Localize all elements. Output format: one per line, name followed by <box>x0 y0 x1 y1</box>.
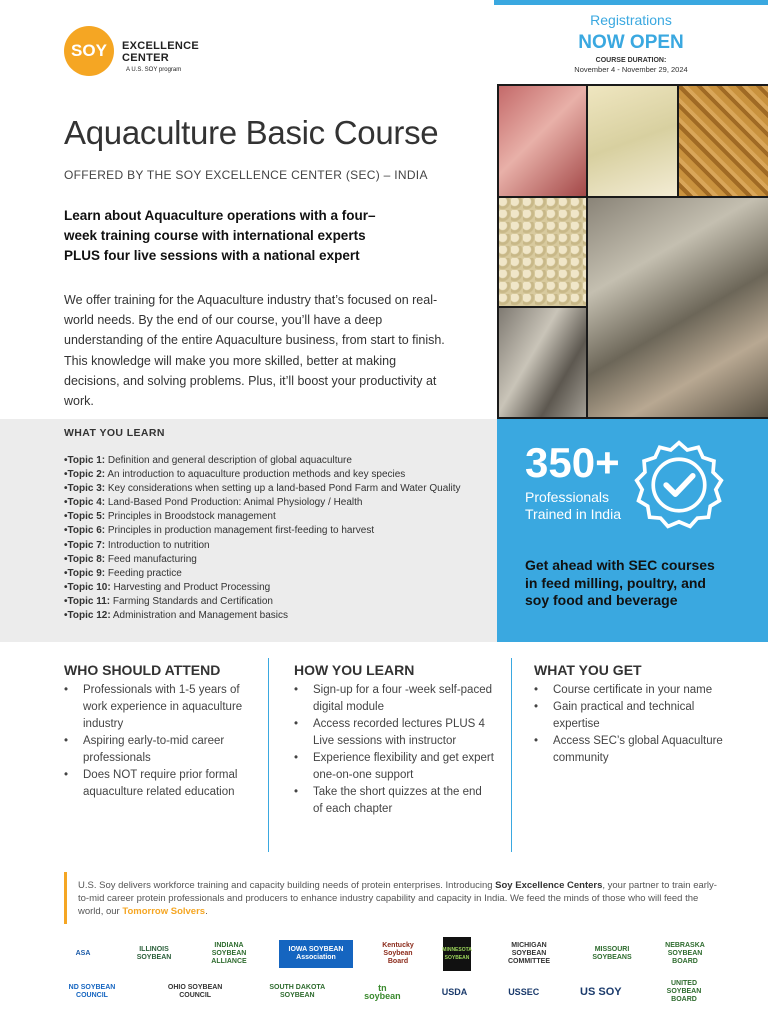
registration-title: Registrations <box>590 12 672 28</box>
united-soybean-board-logo: UNITED SOYBEAN BOARD <box>666 980 702 1003</box>
course-lead: Learn about Aquaculture operations with a four–week training course with international experts PLUS four live sessions with a national expert <box>64 208 376 263</box>
topic-item: •Topic 7: Introduction to nutrition <box>64 539 210 551</box>
list-item: • Experience flexibility and get expert one-on-one support <box>294 750 494 784</box>
topic-list <box>64 454 484 623</box>
michigan-soybean-committee-logo: MICHIGAN SOYBEAN COMMITTEE <box>508 942 550 965</box>
who-should-attend-section <box>64 662 254 801</box>
topic-item: •Topic 2: An introduction to aquaculture production methods and key species <box>64 469 406 481</box>
topic-item: •Topic 12: Administration and Management basics <box>64 610 288 622</box>
list-item: • Professionals with 1-5 years of work experience in aquaculture industry <box>64 682 254 733</box>
verified-badge-icon <box>633 439 725 531</box>
iowa-soybean-association-logo: IOWA SOYBEAN Association <box>279 940 353 968</box>
us-soy-logo: US SOY <box>580 986 622 998</box>
what-you-get-section <box>534 662 734 767</box>
course-description: We offer training for the Aquaculture industry that’s focused on real-world needs. By the end of our course, you’ll have a deep understanding of the entire Aquaculture business, from start to finish. This knowledge will make you more skilled, better at making decisions, and solving problems. Plus, it’ll boost your productivity at work. <box>64 293 445 409</box>
logo-circle: SOY <box>64 26 114 76</box>
footer-statement: U.S. Soy delivers workforce training and capacity building needs of protein enterprises. Introducing Soy Excellence Centers, your partner to train early-to-mid career protein professionals and producers to enhance industry capability and capacity in India. We feed the minds of those who will feed the world, our Tomorrow Solvers. <box>78 880 717 917</box>
stats-panel <box>497 419 768 642</box>
topic-item: •Topic 11: Farming Standards and Certification <box>64 595 273 607</box>
topic-item: •Topic 4: Land-Based Pond Production: Animal Physiology / Health <box>64 497 363 509</box>
tn-soybean-logo: tn soybean <box>364 983 401 1001</box>
column-divider <box>511 658 512 852</box>
partner-logos-row-1 <box>60 937 710 971</box>
list-item: • Sign-up for a four -week self-paced digital module <box>294 682 494 716</box>
nebraska-soybean-board-logo: NEBRASKA SOYBEAN BOARD <box>665 942 705 965</box>
soy-excellence-centers-name: Soy Excellence Centers <box>495 880 603 891</box>
ohio-soybean-council-logo: OHIO SOYBEAN COUNCIL <box>167 984 223 999</box>
course-dates: November 4 - November 29, 2024 <box>574 65 688 74</box>
missouri-soybeans-logo: MISSOURI SOYBEANS <box>592 946 632 961</box>
logo-line-1: EXCELLENCE <box>122 40 199 52</box>
what-you-get-heading: WHAT YOU GET <box>534 662 642 678</box>
list-item: • Access recorded lectures PLUS 4 Live sessions with instructor <box>294 716 494 750</box>
list-item: • Does NOT require prior formal aquaculture related education <box>64 767 254 801</box>
indiana-soybean-alliance-logo: INDIANA SOYBEAN ALLIANCE <box>211 942 247 965</box>
round-feed-pellets-photo <box>499 198 586 306</box>
topic-item: •Topic 8: Feed manufacturing <box>64 553 197 565</box>
how-you-learn-heading: HOW YOU LEARN <box>294 662 415 678</box>
usda-logo: USDA <box>441 987 468 997</box>
kentucky-soybean-board-logo: Kentucky Soybean Board <box>382 942 414 965</box>
course-subtitle: OFFERED BY THE SOY EXCELLENCE CENTER (SEC) – INDIA <box>64 168 428 182</box>
topic-item: •Topic 5: Principles in Broodstock management <box>64 511 276 523</box>
feed-pellets-photo <box>679 86 768 196</box>
course-duration-label: COURSE DURATION: <box>595 57 667 64</box>
registration-accent-bar <box>494 0 768 5</box>
illinois-soybean-logo: ILLINOIS SOYBEAN <box>136 946 172 961</box>
topic-item: •Topic 6: Principles in production management first-feeding to harvest <box>64 525 375 537</box>
minnesota-soybean-logo: MINNESOTA SOYBEAN <box>443 937 471 971</box>
aquaculture-photo-collage <box>497 84 768 419</box>
topic-item: •Topic 10: Harvesting and Product Processing <box>64 581 271 593</box>
shrimp-photo <box>499 308 586 417</box>
footer-accent-bar <box>64 872 67 924</box>
list-item: • Gain practical and technical expertise <box>534 699 734 733</box>
topic-item: •Topic 3: Key considerations when setting up a land-based Pond Farm and Water Quality <box>64 483 461 495</box>
course-title: Aquaculture Basic Course <box>64 114 439 151</box>
fish-fillet-photo <box>588 86 677 196</box>
professionals-trained-count: 350+ <box>525 439 620 486</box>
logo-line-2: CENTER <box>122 52 170 64</box>
list-item: • Take the short quizzes at the end of each chapter <box>294 784 494 818</box>
list-item: • Access SEC’s global Aquaculture community <box>534 733 734 767</box>
list-item: • Aspiring early-to-mid career professionals <box>64 733 254 767</box>
list-item: • Course certificate in your name <box>534 682 734 699</box>
ussec-logo: USSEC <box>508 987 540 997</box>
partner-logos-row-2 <box>60 978 710 1006</box>
logo-line-3: A U.S. SOY program <box>126 67 182 73</box>
nd-soybean-council-logo: ND SOYBEAN COUNCIL <box>68 984 116 999</box>
asa-logo: ASA <box>75 950 91 957</box>
south-dakota-soybean-logo: SOUTH DAKOTA SOYBEAN <box>269 984 326 999</box>
topic-item: •Topic 1: Definition and general description of global aquaculture <box>64 455 352 466</box>
column-divider <box>268 658 269 852</box>
tomorrow-solvers-highlight: Tomorrow Solvers <box>122 906 206 917</box>
what-you-learn-heading: WHAT YOU LEARN <box>64 427 165 439</box>
soy-excellence-center-logo <box>64 26 224 80</box>
sec-courses-cta: Get ahead with SEC courses in feed milling, poultry, and soy food and beverage <box>525 557 715 608</box>
carp-fish-photo <box>588 198 768 417</box>
tilapia-photo <box>499 86 586 196</box>
how-you-learn-section <box>294 662 494 818</box>
topic-item: •Topic 9: Feeding practice <box>64 567 182 579</box>
registration-status: NOW OPEN <box>578 32 684 53</box>
professionals-trained-label: Professionals Trained in India <box>525 489 621 522</box>
who-should-attend-heading: WHO SHOULD ATTEND <box>64 662 221 678</box>
